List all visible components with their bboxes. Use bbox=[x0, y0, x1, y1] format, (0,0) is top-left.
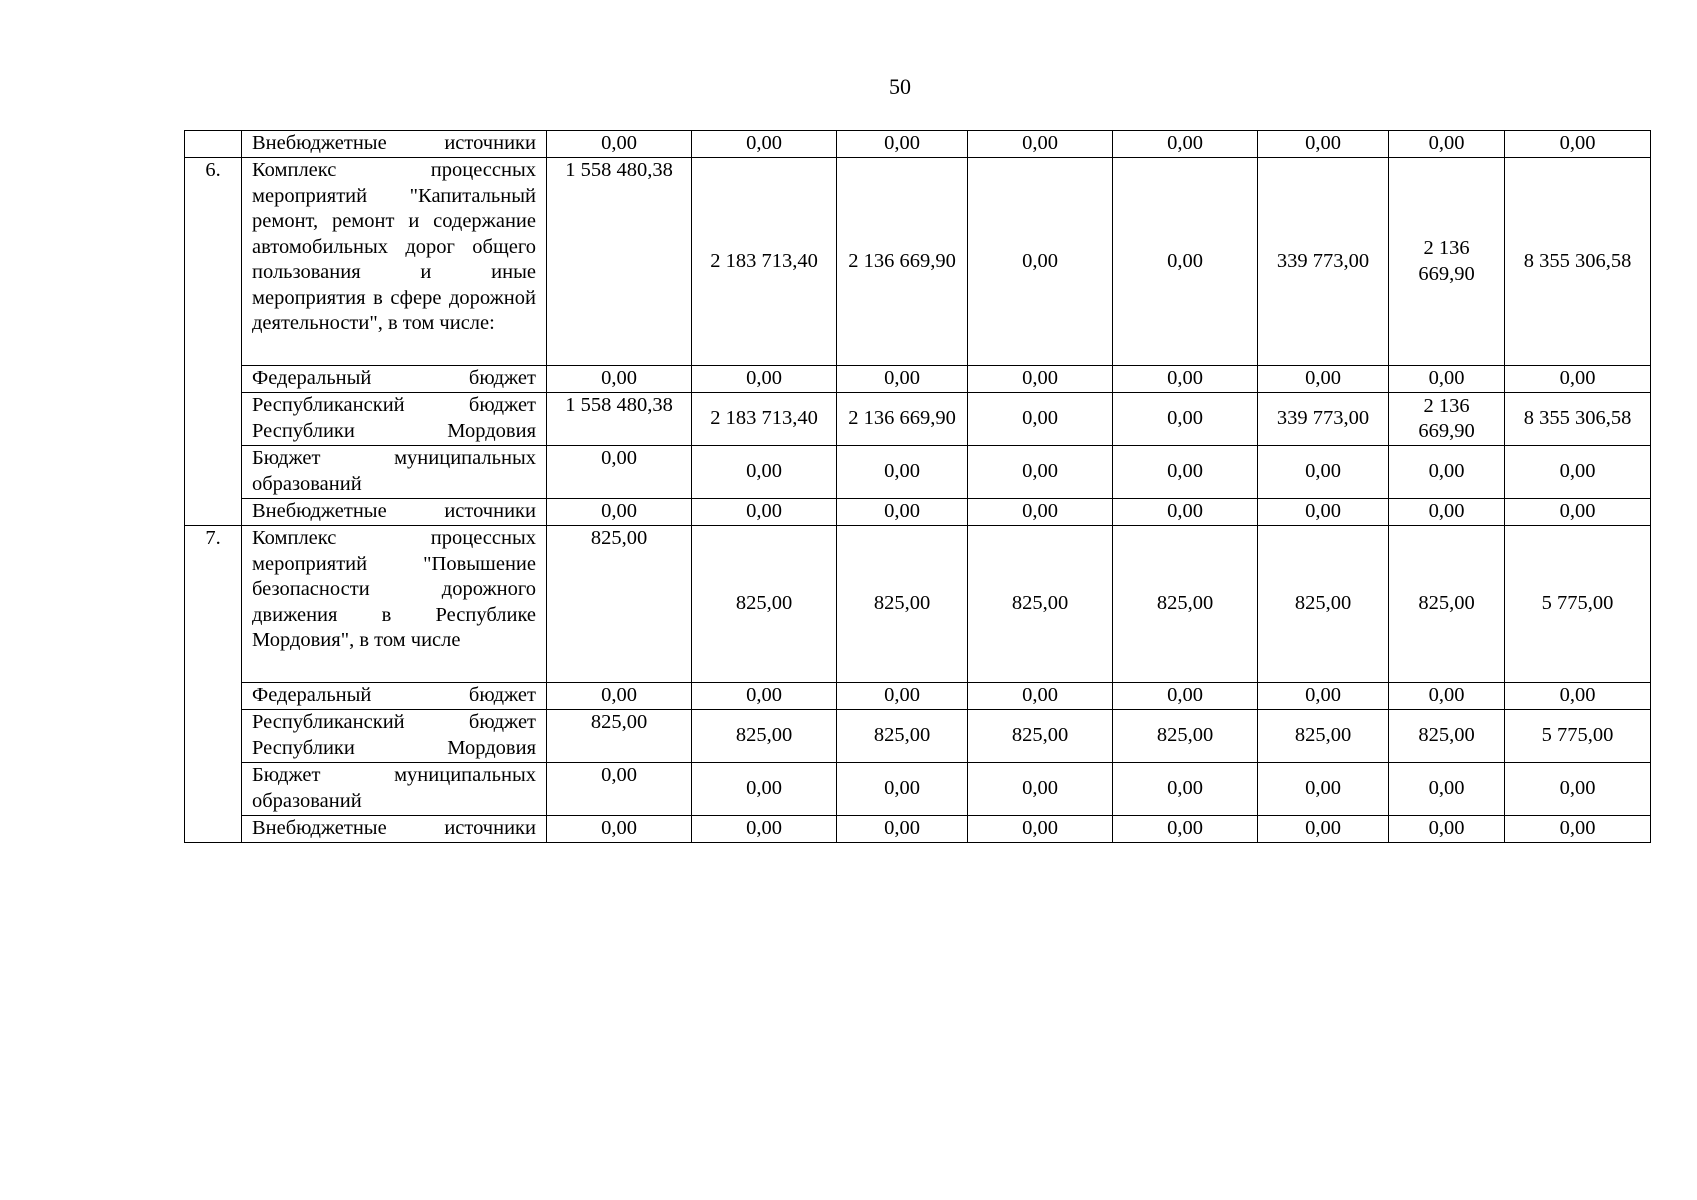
table-row bbox=[185, 683, 1651, 710]
value-cell: 0,00 bbox=[1389, 131, 1505, 158]
value-cell: 0,00 bbox=[692, 131, 837, 158]
value-cell: 2 136 669,90 bbox=[837, 393, 968, 446]
value-cell: 339 773,00 bbox=[1258, 393, 1389, 446]
value-cell: 0,00 bbox=[968, 763, 1113, 816]
value-cell: 0,00 bbox=[968, 131, 1113, 158]
value-cell: 0,00 bbox=[547, 499, 692, 526]
value-cell: 339 773,00 bbox=[1258, 158, 1389, 366]
value-cell: 0,00 bbox=[692, 446, 837, 499]
value-cell: 0,00 bbox=[1389, 816, 1505, 843]
value-cell: 0,00 bbox=[837, 446, 968, 499]
value-cell: 0,00 bbox=[968, 683, 1113, 710]
value-cell: 2 136 669,90 bbox=[1389, 158, 1505, 366]
table-row bbox=[185, 446, 1651, 499]
value-cell: 825,00 bbox=[968, 526, 1113, 683]
row-name: Внебюджетные источники bbox=[242, 499, 547, 526]
table-row bbox=[185, 710, 1651, 763]
row-name: Бюджет муниципальных образований bbox=[242, 446, 547, 499]
value-cell: 0,00 bbox=[968, 446, 1113, 499]
value-cell: 0,00 bbox=[1505, 446, 1651, 499]
value-cell: 2 136 669,90 bbox=[837, 158, 968, 366]
value-cell: 825,00 bbox=[1389, 526, 1505, 683]
value-cell: 825,00 bbox=[1113, 526, 1258, 683]
value-cell: 825,00 bbox=[1389, 710, 1505, 763]
value-cell: 825,00 bbox=[968, 710, 1113, 763]
row-number-cell bbox=[185, 131, 242, 158]
value-cell: 825,00 bbox=[837, 710, 968, 763]
table-row bbox=[185, 158, 1651, 366]
value-cell: 0,00 bbox=[692, 763, 837, 816]
value-cell: 825,00 bbox=[1113, 710, 1258, 763]
row-name: Внебюджетные источники bbox=[242, 131, 547, 158]
value-cell: 0,00 bbox=[968, 158, 1113, 366]
value-cell: 1 558 480,38 bbox=[547, 393, 692, 446]
page-number: 50 bbox=[889, 74, 911, 99]
value-cell: 0,00 bbox=[1113, 366, 1258, 393]
row-name: Республиканский бюджет Республики Мордовия bbox=[242, 710, 547, 763]
value-cell: 0,00 bbox=[968, 366, 1113, 393]
value-cell: 0,00 bbox=[1113, 499, 1258, 526]
row-name: Комплекс процессных мероприятий "Повышение безопасности дорожного движения в Республике Мордовия", в том числе bbox=[242, 526, 547, 683]
value-cell: 825,00 bbox=[1258, 710, 1389, 763]
value-cell: 0,00 bbox=[1258, 763, 1389, 816]
value-cell: 8 355 306,58 bbox=[1505, 158, 1651, 366]
value-cell: 0,00 bbox=[1113, 158, 1258, 366]
value-cell: 0,00 bbox=[1389, 446, 1505, 499]
value-cell: 0,00 bbox=[837, 499, 968, 526]
row-name: Федеральный бюджет bbox=[242, 683, 547, 710]
row-number-cell: 6. bbox=[185, 158, 242, 526]
table-row bbox=[185, 393, 1651, 446]
row-name: Комплекс процессных мероприятий "Капитальный ремонт, ремонт и содержание автомобильных дорог общего пользования и иные мероприятия в сфере дорожной деятельности", в том числе: bbox=[242, 158, 547, 366]
value-cell: 0,00 bbox=[1113, 393, 1258, 446]
value-cell: 0,00 bbox=[1113, 446, 1258, 499]
value-cell: 0,00 bbox=[837, 366, 968, 393]
value-cell: 0,00 bbox=[692, 816, 837, 843]
value-cell: 0,00 bbox=[968, 393, 1113, 446]
row-name: Внебюджетные источники bbox=[242, 816, 547, 843]
value-cell: 0,00 bbox=[968, 816, 1113, 843]
value-cell: 5 775,00 bbox=[1505, 526, 1651, 683]
row-name: Бюджет муниципальных образований bbox=[242, 763, 547, 816]
value-cell: 2 136 669,90 bbox=[1389, 393, 1505, 446]
table-row bbox=[185, 763, 1651, 816]
value-cell: 0,00 bbox=[547, 446, 692, 499]
table-row bbox=[185, 131, 1651, 158]
value-cell: 0,00 bbox=[968, 499, 1113, 526]
value-cell: 0,00 bbox=[1505, 683, 1651, 710]
value-cell: 0,00 bbox=[1258, 816, 1389, 843]
value-cell: 0,00 bbox=[1505, 366, 1651, 393]
value-cell: 825,00 bbox=[837, 526, 968, 683]
table-row bbox=[185, 366, 1651, 393]
table-row bbox=[185, 499, 1651, 526]
budget-table bbox=[184, 130, 1651, 843]
value-cell: 0,00 bbox=[1389, 499, 1505, 526]
table-row bbox=[185, 816, 1651, 843]
value-cell: 0,00 bbox=[837, 816, 968, 843]
value-cell: 0,00 bbox=[1258, 366, 1389, 393]
value-cell: 0,00 bbox=[1505, 816, 1651, 843]
table-row bbox=[185, 526, 1651, 683]
value-cell: 0,00 bbox=[1258, 683, 1389, 710]
value-cell: 0,00 bbox=[1505, 499, 1651, 526]
value-cell: 825,00 bbox=[1258, 526, 1389, 683]
value-cell: 0,00 bbox=[1258, 446, 1389, 499]
value-cell: 0,00 bbox=[547, 763, 692, 816]
value-cell: 0,00 bbox=[1389, 763, 1505, 816]
value-cell: 0,00 bbox=[1113, 131, 1258, 158]
value-cell: 0,00 bbox=[1258, 499, 1389, 526]
value-cell: 0,00 bbox=[837, 683, 968, 710]
value-cell: 825,00 bbox=[692, 526, 837, 683]
row-name: Республиканский бюджет Республики Мордовия bbox=[242, 393, 547, 446]
value-cell: 0,00 bbox=[1389, 366, 1505, 393]
value-cell: 0,00 bbox=[837, 763, 968, 816]
value-cell: 0,00 bbox=[547, 683, 692, 710]
value-cell: 0,00 bbox=[692, 499, 837, 526]
value-cell: 5 775,00 bbox=[1505, 710, 1651, 763]
value-cell: 825,00 bbox=[692, 710, 837, 763]
value-cell: 0,00 bbox=[1113, 763, 1258, 816]
value-cell: 0,00 bbox=[1113, 816, 1258, 843]
row-name: Федеральный бюджет bbox=[242, 366, 547, 393]
value-cell: 2 183 713,40 bbox=[692, 393, 837, 446]
value-cell: 0,00 bbox=[692, 366, 837, 393]
value-cell: 0,00 bbox=[1505, 131, 1651, 158]
value-cell: 0,00 bbox=[1505, 763, 1651, 816]
value-cell: 0,00 bbox=[1389, 683, 1505, 710]
value-cell: 0,00 bbox=[547, 131, 692, 158]
value-cell: 2 183 713,40 bbox=[692, 158, 837, 366]
value-cell: 8 355 306,58 bbox=[1505, 393, 1651, 446]
value-cell: 0,00 bbox=[1258, 131, 1389, 158]
row-number-cell: 7. bbox=[185, 526, 242, 843]
value-cell: 0,00 bbox=[547, 366, 692, 393]
value-cell: 825,00 bbox=[547, 710, 692, 763]
value-cell: 0,00 bbox=[1113, 683, 1258, 710]
value-cell: 1 558 480,38 bbox=[547, 158, 692, 366]
value-cell: 825,00 bbox=[547, 526, 692, 683]
value-cell: 0,00 bbox=[547, 816, 692, 843]
value-cell: 0,00 bbox=[692, 683, 837, 710]
value-cell: 0,00 bbox=[837, 131, 968, 158]
